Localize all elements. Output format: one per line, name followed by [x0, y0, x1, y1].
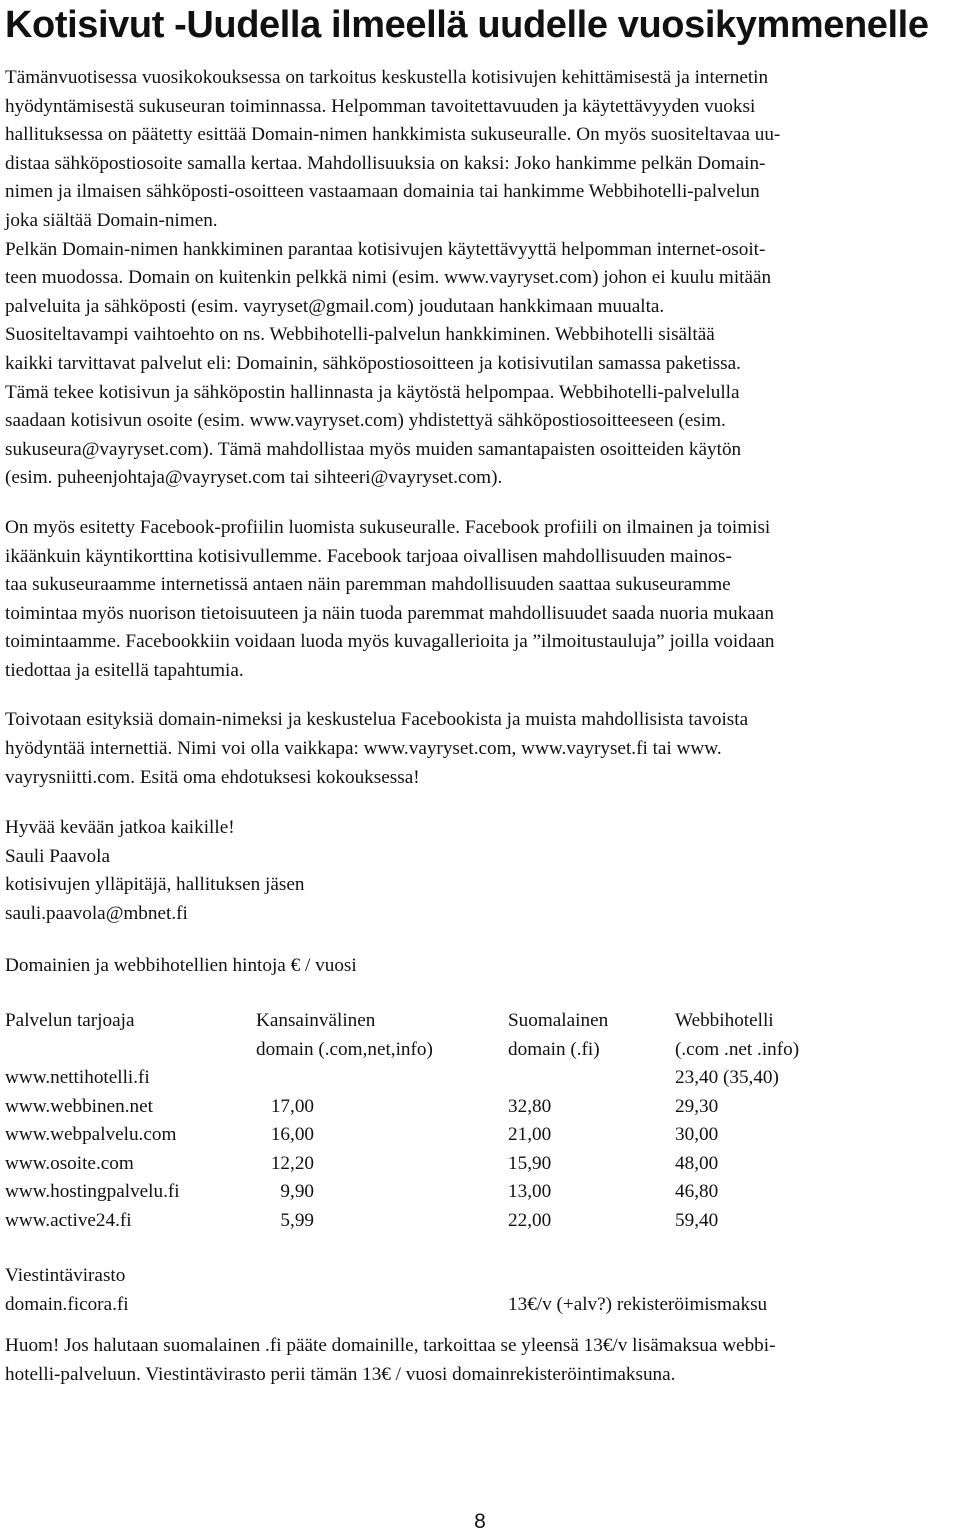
- text-line: palveluita ja sähköposti (esim. vayryset@gmail.com) joudutaan hankkimaan muualta.: [5, 295, 665, 317]
- article-title: Kotisivut -Uudella ilmeellä uudelle vuosikymmenelle: [5, 4, 929, 46]
- text-line: hallituksessa on päätetty esittää Domain-nimen hankkimista sukuseuralle. On myös suositeltavaa uu-: [5, 124, 781, 146]
- row-provider: www.nettihotelli.fi: [5, 1067, 150, 1089]
- text-line: tiedottaa ja esitellä tapahtumia.: [5, 659, 244, 681]
- signature-block: [5, 814, 954, 928]
- text-line: kaikki tarvittavat palvelut eli: Domainin, sähköpostiosoitteen ja kotisivutilan samassa paketissa.: [5, 352, 741, 374]
- header-webhotel-sub: (.com .net .info): [675, 1038, 800, 1060]
- row-webhotel-price: 30,00: [675, 1124, 719, 1146]
- text-line: On myös esitetty Facebook-profiilin luomista sukuseuralle. Facebook profiili on ilmainen ja toimisi: [5, 516, 771, 538]
- text-line: saadaan kotisivun osoite (esim. www.vayryset.com) yhdistettyä sähköpostiosoitteeseen (esim.: [5, 410, 726, 432]
- row-finnish-price: 32,80: [508, 1095, 552, 1117]
- greeting: Hyvää kevään jatkoa kaikille!: [5, 817, 235, 839]
- row-webhotel-price: 23,40 (35,40): [675, 1067, 779, 1089]
- facebook-paragraph: [5, 514, 954, 686]
- text-line: Pelkän Domain-nimen hankkiminen parantaa kotisivujen käytettävyyttä helpomman internet-osoit-: [5, 238, 766, 260]
- row-webhotel-price: 59,40: [675, 1209, 719, 1231]
- row-finnish-price: 15,90: [508, 1152, 552, 1174]
- author-role: kotisivujen ylläpitäjä, hallituksen jäsen: [5, 874, 305, 896]
- row-provider: www.active24.fi: [5, 1209, 132, 1231]
- row-international-price: 16,00: [270, 1124, 314, 1146]
- text-line: taa sukuseuraamme internetissä antaen näin paremman mahdollisuuden saattaa sukuseuramme: [5, 574, 731, 596]
- header-webhotel: Webbihotelli: [675, 1010, 774, 1032]
- text-line: toimintaamme. Facebookkiin voidaan luoda myös kuvagallerioita ja ”ilmoitustauluja” joilla voidaan: [5, 631, 775, 653]
- text-line: Tämänvuotisessa vuosikokouksessa on tarkoitus keskustella kotisivujen kehittämisestä ja internetin: [5, 67, 769, 88]
- text-line: Tämä tekee kotisivun ja sähköpostin hallinnasta ja käytöstä helpompaa. Webbihotelli-palvelulla: [5, 381, 740, 403]
- header-international: Kansainvälinen: [256, 1010, 376, 1032]
- text-line: teen muodossa. Domain on kuitenkin pelkkä nimi (esim. www.vayryset.com) johon ei kuulu mitään: [5, 267, 772, 289]
- row-international-price: 12,20: [270, 1152, 314, 1174]
- text-line: nimen ja ilmaisen sähköposti-osoitteen vastaamaan domainia tai hankimme Webbihotelli-palvelun: [5, 181, 760, 203]
- text-line: hyödyntämisestä sukuseuran toiminnassa. Helpomman tavoitettavuuden ja käytettävyyden vuoksi: [5, 95, 756, 117]
- text-line: hotelli-palveluun. Viestintävirasto perii tämän 13€ / vuosi domainrekisteröintimaksuna.: [5, 1363, 676, 1385]
- row-webhotel-price: 46,80: [675, 1181, 719, 1203]
- header-finnish: Suomalainen: [508, 1010, 609, 1032]
- text-line: toimintaa myös nuorison tietoisuuteen ja näin tuoda paremmat mahdollisuudet saada nuoria mukaan: [5, 602, 774, 624]
- row-provider: www.hostingpalvelu.fi: [5, 1181, 180, 1203]
- row-international-price: 9,90: [280, 1181, 314, 1203]
- registry-name: Viestintävirasto: [5, 1265, 126, 1287]
- author-email: sauli.paavola@mbnet.fi: [5, 903, 188, 925]
- note-paragraph: [5, 1332, 954, 1389]
- row-provider: www.webpalvelu.com: [5, 1124, 177, 1146]
- row-international-price: 5,99: [280, 1209, 314, 1231]
- text-line: sukuseura@vayryset.com). Tämä mahdollistaa myös muiden samantapaisten osoitteiden käytön: [5, 438, 742, 460]
- row-webhotel-price: 48,00: [675, 1152, 719, 1174]
- intro-paragraph: [5, 64, 954, 493]
- row-provider: www.osoite.com: [5, 1152, 134, 1174]
- row-finnish-price: 21,00: [508, 1124, 552, 1146]
- header-international-sub: domain (.com,net,info): [256, 1038, 433, 1060]
- proposals-paragraph: [5, 706, 954, 792]
- text-line: hyödyntää internettiä. Nimi voi olla vaikkapa: www.vayryset.com, www.vayryset.fi tai www.: [5, 738, 722, 760]
- text-line: ikäänkuin käyntikorttina kotisivullemme. Facebook tarjoaa oivallisen mahdollisuuden mainos-: [5, 545, 732, 567]
- row-finnish-price: 13,00: [508, 1181, 552, 1203]
- text-line: vayrysniitti.com. Esitä oma ehdotuksesi kokouksessa!: [5, 766, 420, 788]
- price-table-heading: Domainien ja webbihotellien hintoja € / vuosi: [5, 954, 357, 976]
- text-line: Toivotaan esityksiä domain-nimeksi ja keskustelua Facebookista ja muista mahdollisista tavoista: [5, 709, 749, 731]
- text-line: distaa sähköpostiosoite samalla kertaa. Mahdollisuuksia on kaksi: Joko hankimme pelkän Domain-: [5, 152, 766, 174]
- price-table: [5, 1007, 954, 1235]
- text-line: Suositeltavampi vaihtoehto on ns. Webbihotelli-palvelun hankkiminen. Webbihotelli sisältää: [5, 324, 715, 346]
- text-line: (esim. puheenjohtaja@vayryset.com tai sihteeri@vayryset.com).: [5, 467, 503, 489]
- row-webhotel-price: 29,30: [675, 1095, 719, 1117]
- registry-info: [5, 1262, 954, 1320]
- registry-url: domain.ficora.fi: [5, 1293, 129, 1315]
- row-international-price: 17,00: [270, 1095, 314, 1117]
- text-line: joka siältää Domain-nimen.: [5, 209, 218, 231]
- row-provider: www.webbinen.net: [5, 1095, 153, 1117]
- page-number: 8: [474, 1510, 486, 1533]
- header-finnish-sub: domain (.fi): [508, 1038, 600, 1060]
- header-provider: Palvelun tarjoaja: [5, 1010, 135, 1032]
- text-line: Huom! Jos halutaan suomalainen .fi pääte domainille, tarkoittaa se yleensä 13€/v lisämaksua webbi-: [5, 1335, 776, 1357]
- row-finnish-price: 22,00: [508, 1209, 552, 1231]
- author-name: Sauli Paavola: [5, 845, 110, 867]
- registry-fee: 13€/v (+alv?) rekisteröimismaksu: [508, 1293, 768, 1315]
